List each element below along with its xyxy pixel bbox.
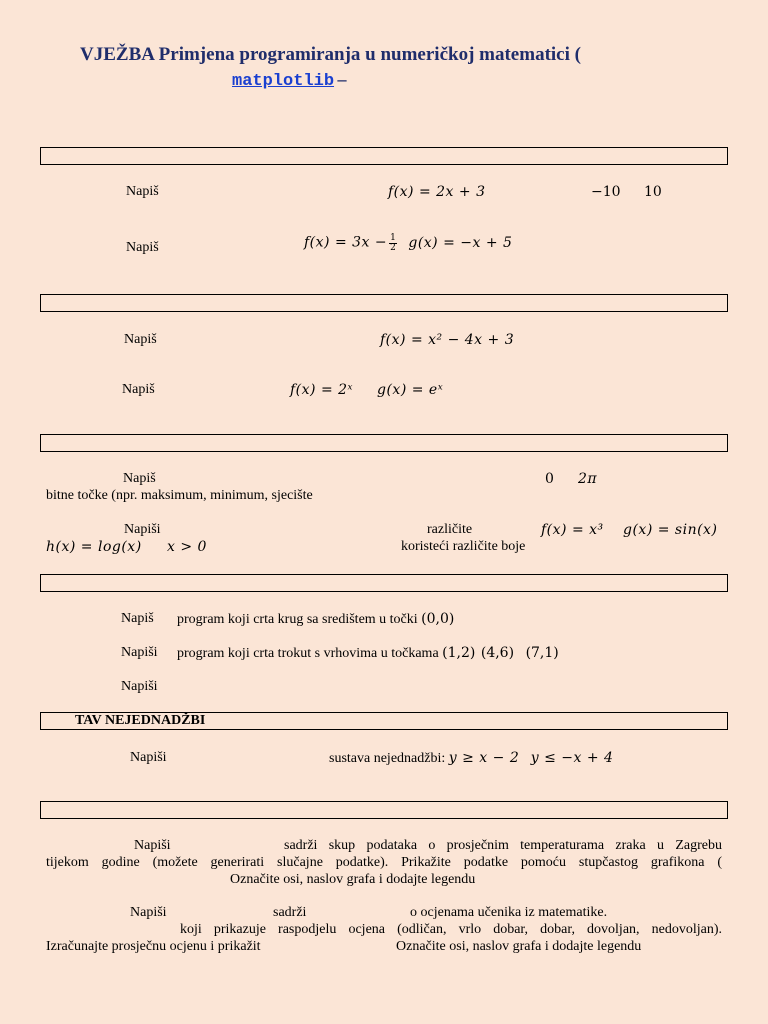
task-10-inequality-1: y ≥ x − 2	[448, 750, 520, 766]
section-header-4	[40, 574, 728, 592]
section-header-6	[40, 801, 728, 819]
task-11-line-3: Označite osi, naslov grafa i dodajte legendu	[230, 872, 476, 887]
task-2-functions	[304, 234, 512, 253]
task-10-inequality-2: y ≤ −x + 4	[530, 750, 614, 766]
task-3-lead: Napiš	[124, 332, 157, 347]
fraction-numerator: 1	[390, 233, 396, 243]
task-12-line-2: koji prikazuje raspodjelu ocjena (odličan, vrlo dobar, dobar, dovoljan, nedovoljan).	[180, 922, 722, 937]
task-2-fraction	[389, 234, 397, 253]
task-6-h-function: h(x) = log(x)	[46, 539, 142, 555]
task-12-word-2: sadrži	[273, 905, 307, 920]
task-6-mid: različite	[427, 522, 473, 537]
task-8-text	[177, 645, 559, 662]
task-9-lead: Napiši	[121, 679, 158, 694]
task-11-lead: Napiši	[134, 838, 171, 853]
task-1-function: f(x) = 2x + 3	[388, 184, 486, 200]
task-1-interval-end: 10	[644, 184, 662, 200]
task-2-g-expression: g(x) = −x + 5	[408, 234, 513, 251]
task-8-point-2: (4,6)	[480, 645, 515, 661]
task-6-f-function: f(x) = x³	[541, 522, 604, 538]
task-10-text	[329, 750, 613, 767]
section-header-1	[40, 147, 728, 165]
task-4-g-function: g(x) = eˣ	[377, 382, 444, 398]
matplotlib-link[interactable]: matplotlib	[232, 72, 335, 91]
task-10-description: sustava nejednadžbi:	[329, 751, 446, 766]
task-1-interval-start: −10	[591, 184, 621, 200]
task-6-lead: Napiši	[124, 522, 161, 537]
task-12-word-3: o ocjenama učenika iz matematike.	[410, 905, 608, 920]
task-6-tail: koristeći različite boje	[401, 539, 526, 554]
task-7-lead: Napiš	[121, 611, 154, 626]
task-6-g-function: g(x) = sin(x)	[623, 522, 718, 538]
task-6-condition: x > 0	[167, 539, 207, 555]
task-3-function: f(x) = x² − 4x + 3	[380, 332, 515, 348]
task-2-lead: Napiš	[126, 240, 159, 255]
title-line-2	[232, 69, 347, 91]
task-4-f-function: f(x) = 2ˣ	[290, 382, 354, 398]
task-8-lead: Napiši	[121, 645, 158, 660]
title-dash: –	[337, 69, 347, 89]
task-12-line-3b: Označite osi, naslov grafa i dodajte legendu	[396, 939, 642, 954]
task-12-lead: Napiši	[130, 905, 167, 920]
task-7-description: program koji crta krug sa središtem u točki	[177, 612, 418, 627]
page-title: VJEŽBA Primjena programiranja u numeričkoj matematici (	[80, 44, 581, 65]
task-8-description: program koji crta trokut s vrhovima u točkama	[177, 646, 439, 661]
task-2-f-expression: f(x) = 3x −	[304, 234, 388, 251]
task-8-point-3: (7,1)	[525, 645, 559, 661]
section-header-2	[40, 294, 728, 312]
task-1-lead: Napiš	[126, 184, 159, 199]
task-11-line-2: tijekom godine (možete generirati slučajne podatke). Prikažite podatke pomoću stupčastog grafikona (	[46, 855, 722, 870]
task-4-lead: Napiš	[122, 382, 155, 397]
task-11-mid: sadrži skup podataka o prosječnim temperaturama zraka u Zagrebu	[284, 838, 722, 853]
task-5-lead: Napiš	[123, 471, 156, 486]
task-7-text	[177, 611, 454, 628]
task-5-interval-start: 0	[545, 471, 554, 487]
section-title-5: TAV NEJEDNADŽBI	[75, 713, 206, 728]
task-5-line-2: bitne točke (npr. maksimum, minimum, sjecište	[46, 488, 313, 503]
task-8-point-1: (1,2)	[442, 645, 476, 661]
section-header-3	[40, 434, 728, 452]
task-12-line-3a: Izračunajte prosječnu ocjenu i prikažit	[46, 939, 261, 954]
section-header-5	[40, 712, 728, 730]
task-10-lead: Napiši	[130, 750, 167, 765]
task-7-center-point: (0,0)	[421, 611, 455, 627]
task-5-interval-end: 2π	[578, 471, 598, 487]
fraction-denominator: 2	[390, 243, 396, 253]
